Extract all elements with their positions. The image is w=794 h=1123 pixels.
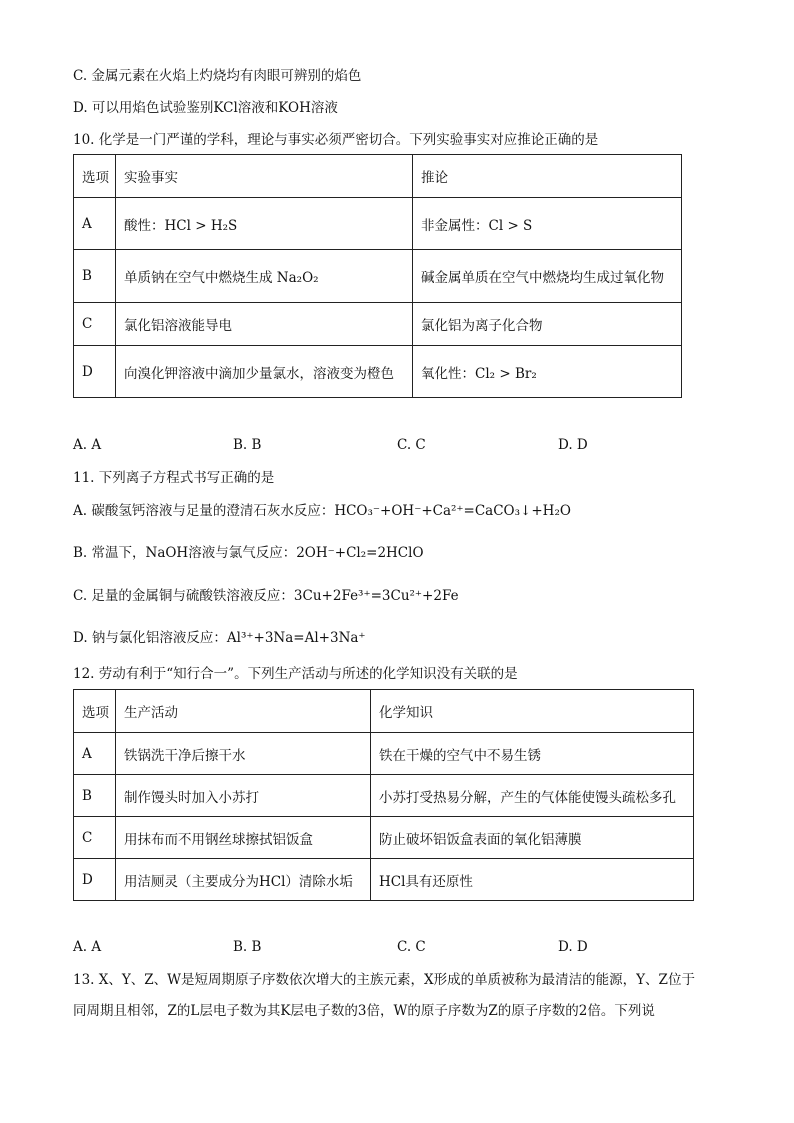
table-row (74, 198, 682, 250)
choice-b[interactable]: B. B (233, 939, 262, 955)
row-activity: 用洁厕灵（主要成分为HCl）清除水垢 (116, 859, 371, 901)
question-13-line-2: 同周期且相邻，Z的L层电子数为其K层电子数的3倍，W的原子序数为Z的原子序数的2倍。下列说 (73, 1003, 655, 1019)
choice-c[interactable]: C. C (397, 437, 426, 453)
row-option: A (74, 198, 116, 250)
header-experiment-fact: 实验事实 (116, 155, 413, 198)
row-fact: 向溴化钾溶液中滴加少量氯水，溶液变为橙色 (116, 346, 413, 398)
row-option: B (74, 775, 116, 817)
row-inference: 非金属性：Cl > S (413, 198, 682, 250)
row-knowledge: 防止破坏铝饭盒表面的氧化铝薄膜 (371, 817, 694, 859)
header-option: 选项 (74, 690, 116, 733)
table-row (74, 346, 682, 398)
choice-d[interactable]: D. D (558, 939, 588, 955)
row-inference: 碱金属单质在空气中燃烧均生成过氧化物 (413, 250, 682, 303)
question-13-line-1: 13. X、Y、Z、W是短周期原子序数依次增大的主族元素，X形成的单质被称为最清洁的能源，Y、Z位于 (73, 972, 695, 988)
choice-a[interactable]: A. A (73, 437, 102, 453)
question-12-choices (73, 937, 633, 957)
row-fact: 单质钠在空气中燃烧生成 Na₂O₂ (116, 250, 413, 303)
question-9-option-c: C. 金属元素在火焰上灼烧均有肉眼可辨别的焰色 (73, 68, 362, 84)
choice-b[interactable]: B. B (233, 437, 262, 453)
row-option: D (74, 346, 116, 398)
table-row (74, 817, 694, 859)
header-chemistry-knowledge: 化学知识 (371, 690, 694, 733)
row-knowledge: 铁在干燥的空气中不易生锈 (371, 733, 694, 775)
row-option: A (74, 733, 116, 775)
question-11-option-a: A. 碳酸氢钙溶液与足量的澄清石灰水反应：HCO₃⁻+OH⁻+Ca²⁺=CaCO₃↓+H₂O (73, 503, 571, 519)
question-11-option-b: B. 常温下，NaOH溶液与氯气反应：2OH⁻+Cl₂=2HClO (73, 545, 424, 561)
table-row (74, 775, 694, 817)
row-inference: 氧化性：Cl₂ > Br₂ (413, 346, 682, 398)
question-11-option-d: D. 钠与氯化铝溶液反应：Al³⁺+3Na=Al+3Na⁺ (73, 630, 366, 646)
question-10-choices (73, 435, 633, 455)
row-activity: 制作馒头时加入小苏打 (116, 775, 371, 817)
table-header-row (74, 690, 694, 733)
question-10-table (73, 154, 682, 398)
row-option: D (74, 859, 116, 901)
choice-d[interactable]: D. D (558, 437, 588, 453)
choice-c[interactable]: C. C (397, 939, 426, 955)
question-11-stem: 11. 下列离子方程式书写正确的是 (73, 470, 275, 486)
table-row (74, 250, 682, 303)
question-12-stem: 12. 劳动有利于“知行合一”。下列生产活动与所述的化学知识没有关联的是 (73, 666, 518, 682)
row-knowledge: HCl具有还原性 (371, 859, 694, 901)
question-9-option-d: D. 可以用焰色试验鉴别KCl溶液和KOH溶液 (73, 100, 338, 116)
header-option: 选项 (74, 155, 116, 198)
table-row (74, 303, 682, 346)
header-production-activity: 生产活动 (116, 690, 371, 733)
row-activity: 铁锅洗干净后擦干水 (116, 733, 371, 775)
question-11-option-c: C. 足量的金属铜与硫酸铁溶液反应：3Cu+2Fe³⁺=3Cu²⁺+2Fe (73, 588, 459, 604)
row-activity: 用抹布而不用钢丝球擦拭铝饭盒 (116, 817, 371, 859)
header-inference: 推论 (413, 155, 682, 198)
row-option: C (74, 303, 116, 346)
row-fact: 酸性：HCl > H₂S (116, 198, 413, 250)
table-row (74, 859, 694, 901)
question-10-stem: 10. 化学是一门严谨的学科，理论与事实必须严密切合。下列实验事实对应推论正确的是 (73, 132, 599, 148)
row-option: B (74, 250, 116, 303)
table-header-row (74, 155, 682, 198)
choice-a[interactable]: A. A (73, 939, 102, 955)
row-inference: 氯化铝为离子化合物 (413, 303, 682, 346)
row-knowledge: 小苏打受热易分解，产生的气体能使馒头疏松多孔 (371, 775, 694, 817)
row-fact: 氯化铝溶液能导电 (116, 303, 413, 346)
row-option: C (74, 817, 116, 859)
table-row (74, 733, 694, 775)
question-12-table (73, 689, 694, 901)
